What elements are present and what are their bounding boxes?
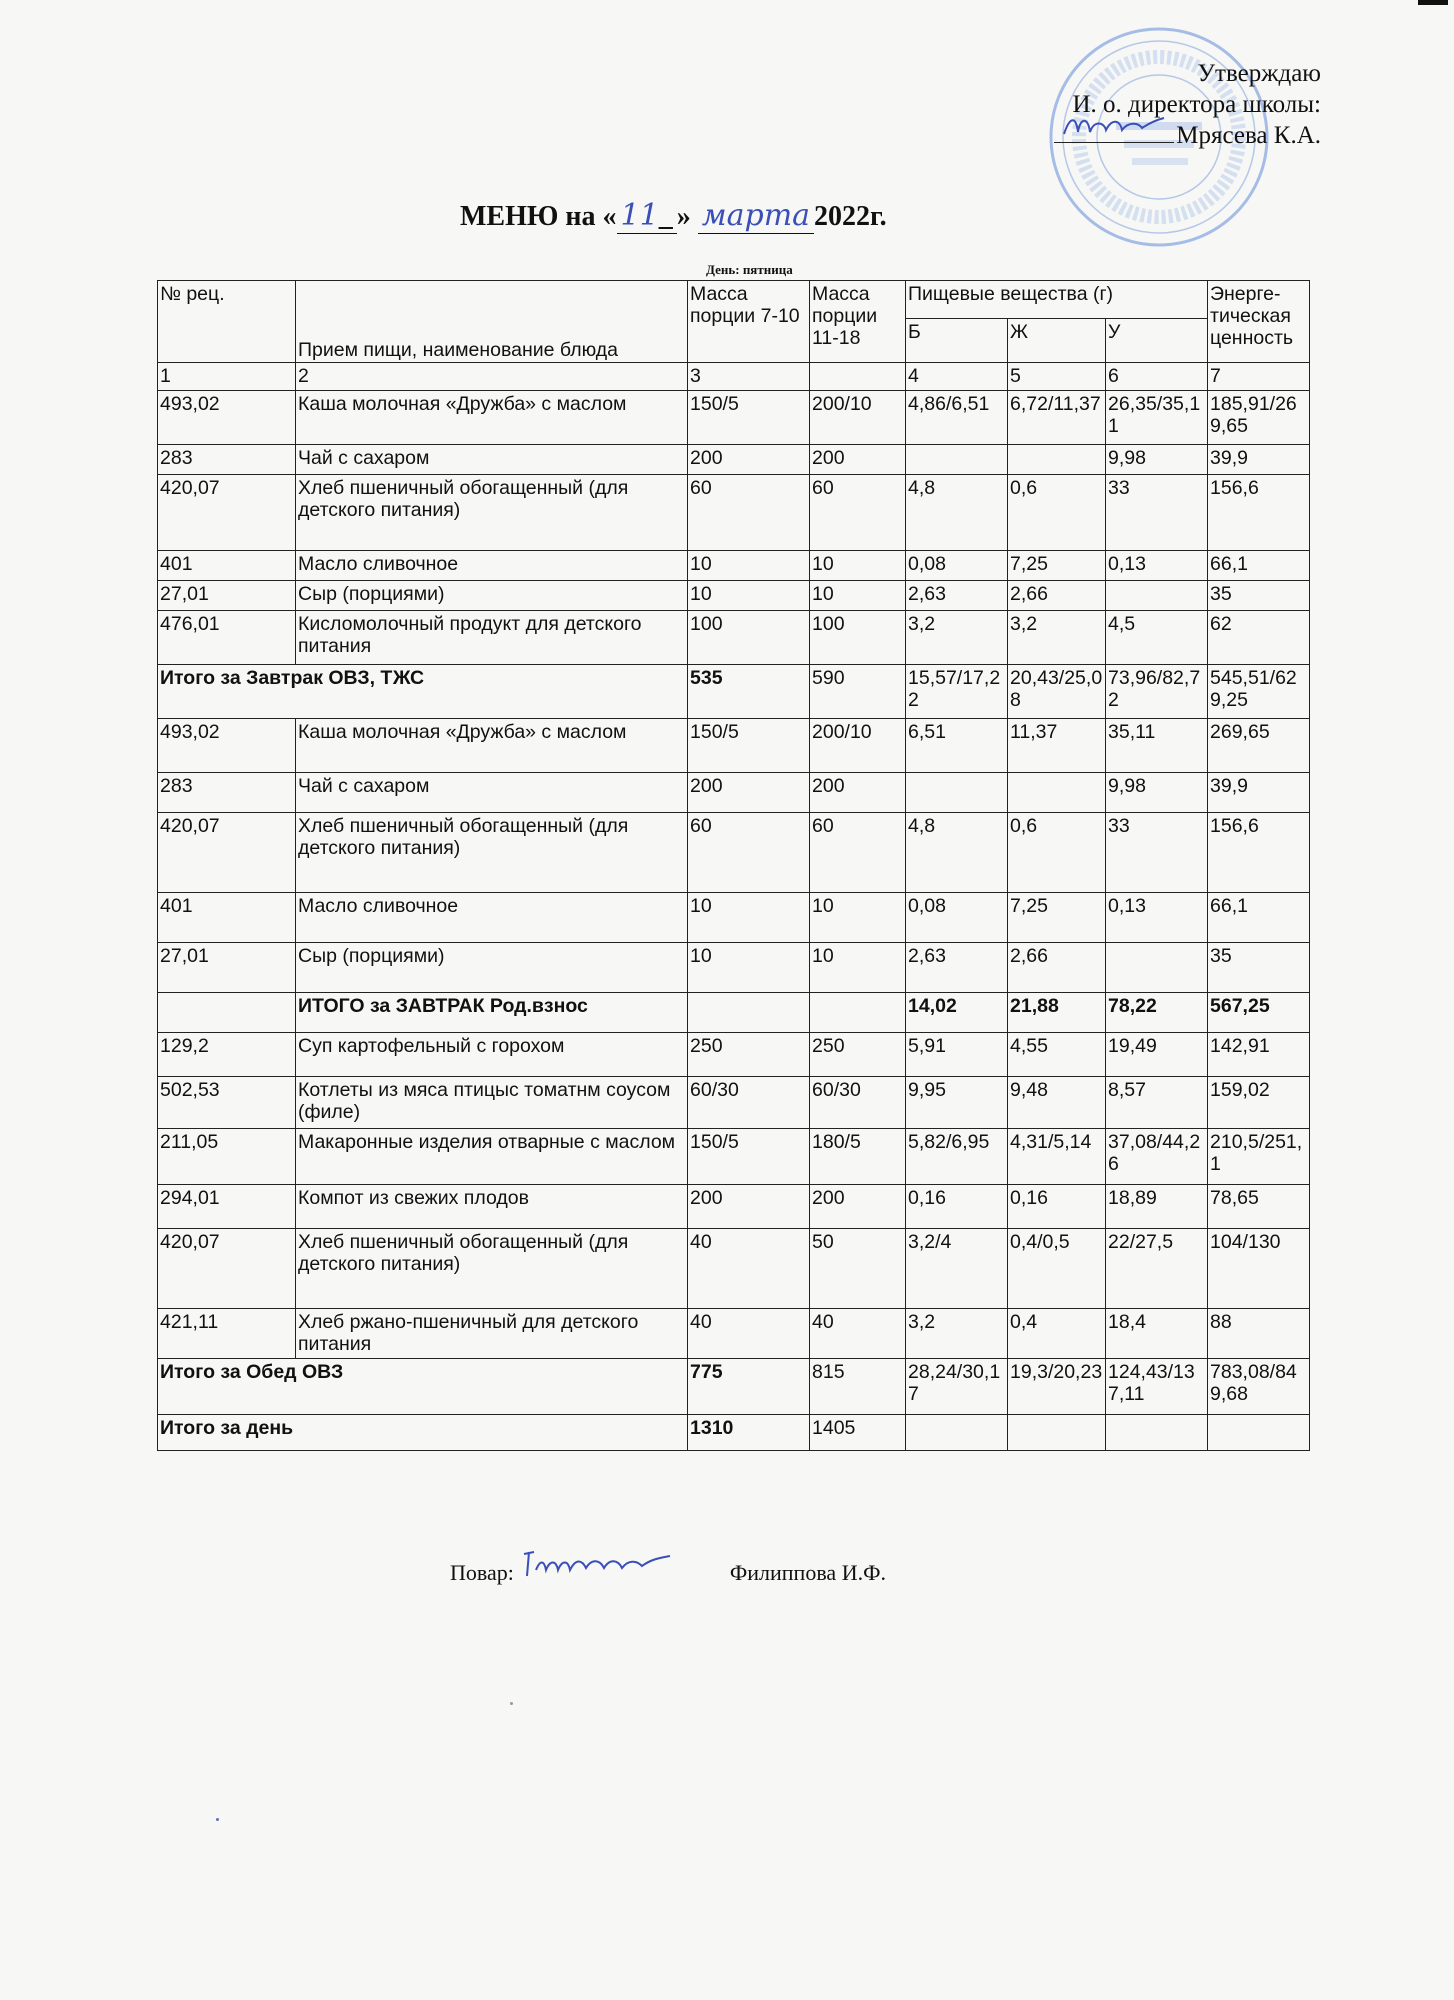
table-cell: 401 xyxy=(158,551,296,581)
table-cell: 185,91/269,65 xyxy=(1208,391,1310,445)
dish-name-cell: ИТОГО за ЗАВТРАК Род.взнос xyxy=(296,993,688,1033)
table-row xyxy=(158,719,1310,773)
table-row xyxy=(158,475,1310,551)
table-cell: 200 xyxy=(810,1185,906,1229)
header-u: У xyxy=(1106,319,1208,363)
title-day-handwritten: 11 xyxy=(620,198,659,233)
table-row xyxy=(158,581,1310,611)
table-cell: 4,55 xyxy=(1008,1033,1106,1077)
table-cell: 420,07 xyxy=(158,813,296,893)
num-cell xyxy=(810,363,906,391)
total-cell: 815 xyxy=(810,1359,906,1415)
table-cell xyxy=(810,993,906,1033)
table-row xyxy=(158,1129,1310,1185)
table-cell: 420,07 xyxy=(158,475,296,551)
table-cell: 0,6 xyxy=(1008,475,1106,551)
table-cell: 0,13 xyxy=(1106,551,1208,581)
num-cell: 3 xyxy=(688,363,810,391)
header-b: Б xyxy=(906,319,1008,363)
table-cell: 27,01 xyxy=(158,581,296,611)
table-cell: 10 xyxy=(810,551,906,581)
total-cell: 28,24/30,17 xyxy=(906,1359,1008,1415)
table-row xyxy=(158,1309,1310,1359)
table-cell: 421,11 xyxy=(158,1309,296,1359)
table-cell: 200/10 xyxy=(810,719,906,773)
table-cell: 35,11 xyxy=(1106,719,1208,773)
title-mid: » xyxy=(676,201,691,232)
table-cell: 39,9 xyxy=(1208,445,1310,475)
table-cell: 10 xyxy=(810,581,906,611)
table-row xyxy=(158,1229,1310,1309)
total-cell: 535 xyxy=(688,665,810,719)
total-cell xyxy=(1008,1415,1106,1451)
total-cell: 73,96/82,72 xyxy=(1106,665,1208,719)
table-cell: 60 xyxy=(810,813,906,893)
total-cell xyxy=(906,1415,1008,1451)
table-cell xyxy=(1106,581,1208,611)
total-label: Итого за Обед ОВЗ xyxy=(158,1359,688,1415)
table-cell: 10 xyxy=(810,943,906,993)
cook-signature-block xyxy=(450,1560,886,1586)
table-cell: 66,1 xyxy=(1208,893,1310,943)
table-cell xyxy=(688,993,810,1033)
total-row xyxy=(158,665,1310,719)
table-cell xyxy=(158,993,296,1033)
dish-name-cell: Чай с сахаром xyxy=(296,445,688,475)
table-cell: 50 xyxy=(810,1229,906,1309)
total-cell: 775 xyxy=(688,1359,810,1415)
table-cell: 35 xyxy=(1208,581,1310,611)
numbering-row xyxy=(158,363,1310,391)
table-cell: 0,4/0,5 xyxy=(1008,1229,1106,1309)
table-cell: 156,6 xyxy=(1208,475,1310,551)
table-cell: 60/30 xyxy=(688,1077,810,1129)
dish-name-cell: Хлеб пшеничный обогащенный (для детского питания) xyxy=(296,1229,688,1309)
dish-name-cell: Макаронные изделия отварные с маслом xyxy=(296,1129,688,1185)
title-month-blank xyxy=(698,198,814,234)
table-cell: 493,02 xyxy=(158,719,296,773)
cook-signature-icon xyxy=(520,1560,690,1580)
table-cell: 40 xyxy=(688,1309,810,1359)
total-cell: 1405 xyxy=(810,1415,906,1451)
table-row xyxy=(158,813,1310,893)
table-cell: 159,02 xyxy=(1208,1077,1310,1129)
header-mass2: Масса порции 11-18 xyxy=(810,281,906,363)
approval-title: Утверждаю xyxy=(1197,60,1321,87)
table-cell: 88 xyxy=(1208,1309,1310,1359)
table-row xyxy=(158,943,1310,993)
header-energy: Энерге-тическая ценность xyxy=(1208,281,1310,363)
table-cell: 250 xyxy=(810,1033,906,1077)
dish-name-cell: Котлеты из мяса птицыс томатнм соусом (филе) xyxy=(296,1077,688,1129)
header-rec: № рец. xyxy=(158,281,296,363)
table-cell: 11,37 xyxy=(1008,719,1106,773)
total-label: Итого за день xyxy=(158,1415,688,1451)
table-cell xyxy=(1106,943,1208,993)
page-title xyxy=(460,198,887,234)
table-cell: 21,88 xyxy=(1008,993,1106,1033)
table-cell: 10 xyxy=(688,943,810,993)
table-cell: 2,63 xyxy=(906,943,1008,993)
table-cell: 40 xyxy=(688,1229,810,1309)
dish-name-cell: Суп картофельный с горохом xyxy=(296,1033,688,1077)
ink-speck xyxy=(510,1702,513,1705)
table-cell: 200 xyxy=(810,445,906,475)
table-cell: 27,01 xyxy=(158,943,296,993)
table-cell: 10 xyxy=(688,581,810,611)
table-cell: 150/5 xyxy=(688,1129,810,1185)
total-cell: 783,08/849,68 xyxy=(1208,1359,1310,1415)
table-cell: 0,6 xyxy=(1008,813,1106,893)
num-cell: 2 xyxy=(296,363,688,391)
table-cell: 60 xyxy=(688,813,810,893)
table-cell: 283 xyxy=(158,445,296,475)
table-cell: 210,5/251,1 xyxy=(1208,1129,1310,1185)
table-cell: 33 xyxy=(1106,813,1208,893)
dish-name-cell: Каша молочная «Дружба» с маслом xyxy=(296,391,688,445)
table-cell: 10 xyxy=(688,551,810,581)
approval-position: И. о. директора школы: xyxy=(1072,91,1321,118)
total-cell: 124,43/137,11 xyxy=(1106,1359,1208,1415)
table-cell: 142,91 xyxy=(1208,1033,1310,1077)
dish-name-cell: Чай с сахаром xyxy=(296,773,688,813)
header-nutrients: Пищевые вещества (г) xyxy=(906,281,1208,319)
menu-table xyxy=(157,280,1310,1451)
num-cell: 5 xyxy=(1008,363,1106,391)
table-cell: 60/30 xyxy=(810,1077,906,1129)
table-cell: 5,91 xyxy=(906,1033,1008,1077)
table-cell: 100 xyxy=(810,611,906,665)
table-cell: 0,13 xyxy=(1106,893,1208,943)
num-cell: 1 xyxy=(158,363,296,391)
table-cell: 4,8 xyxy=(906,475,1008,551)
table-cell: 9,98 xyxy=(1106,773,1208,813)
table-cell: 6,72/11,37 xyxy=(1008,391,1106,445)
dish-name-cell: Хлеб ржано-пшеничный для детского питания xyxy=(296,1309,688,1359)
table-cell: 2,63 xyxy=(906,581,1008,611)
table-cell: 0,16 xyxy=(906,1185,1008,1229)
table-row xyxy=(158,993,1310,1033)
table-cell: 14,02 xyxy=(906,993,1008,1033)
table-row xyxy=(158,893,1310,943)
table-cell: 100 xyxy=(688,611,810,665)
table-cell xyxy=(906,773,1008,813)
table-cell: 10 xyxy=(810,893,906,943)
dish-name-cell: Масло сливочное xyxy=(296,551,688,581)
table-cell: 250 xyxy=(688,1033,810,1077)
table-cell: 78,22 xyxy=(1106,993,1208,1033)
table-row xyxy=(158,445,1310,475)
total-cell: 590 xyxy=(810,665,906,719)
table-cell: 200 xyxy=(688,1185,810,1229)
table-cell: 200/10 xyxy=(810,391,906,445)
dish-name-cell: Хлеб пшеничный обогащенный (для детского питания) xyxy=(296,475,688,551)
table-cell: 37,08/44,26 xyxy=(1106,1129,1208,1185)
total-label: Итого за Завтрак ОВЗ, ТЖС xyxy=(158,665,688,719)
header-dish: Прием пищи, наименование блюда xyxy=(296,281,688,363)
title-day-blank: 11_ xyxy=(617,198,677,234)
table-row xyxy=(158,1033,1310,1077)
table-cell: 60 xyxy=(810,475,906,551)
table-cell: 200 xyxy=(688,773,810,813)
dish-name-cell: Каша молочная «Дружба» с маслом xyxy=(296,719,688,773)
header-mass1: Масса порции 7-10 xyxy=(688,281,810,363)
table-cell: 7,25 xyxy=(1008,551,1106,581)
approval-block xyxy=(1054,58,1321,151)
table-cell: 2,66 xyxy=(1008,943,1106,993)
table-cell: 4,8 xyxy=(906,813,1008,893)
dish-name-cell: Компот из свежих плодов xyxy=(296,1185,688,1229)
table-row xyxy=(158,1077,1310,1129)
table-cell: 6,51 xyxy=(906,719,1008,773)
table-cell: 10 xyxy=(688,893,810,943)
table-cell: 502,53 xyxy=(158,1077,296,1129)
table-cell: 150/5 xyxy=(688,391,810,445)
title-suffix: 2022г. xyxy=(814,201,887,232)
director-signature-icon xyxy=(1054,120,1174,143)
total-cell xyxy=(1106,1415,1208,1451)
table-cell xyxy=(1008,773,1106,813)
table-cell: 0,16 xyxy=(1008,1185,1106,1229)
table-cell: 8,57 xyxy=(1106,1077,1208,1129)
table-cell: 40 xyxy=(810,1309,906,1359)
total-row xyxy=(158,1359,1310,1415)
cook-name: Филиппова И.Ф. xyxy=(729,1560,886,1585)
dish-name-cell: Хлеб пшеничный обогащенный (для детского питания) xyxy=(296,813,688,893)
total-row xyxy=(158,1415,1310,1451)
table-row xyxy=(158,391,1310,445)
total-cell: 20,43/25,08 xyxy=(1008,665,1106,719)
approval-signature-line xyxy=(1054,120,1321,151)
table-cell: 3,2 xyxy=(906,1309,1008,1359)
table-cell: 2,66 xyxy=(1008,581,1106,611)
director-name: Мрясева К.А. xyxy=(1176,122,1321,149)
table-cell: 18,89 xyxy=(1106,1185,1208,1229)
table-cell: 294,01 xyxy=(158,1185,296,1229)
table-cell: 3,2/4 xyxy=(906,1229,1008,1309)
table-cell: 7,25 xyxy=(1008,893,1106,943)
table-cell: 35 xyxy=(1208,943,1310,993)
dish-name-cell: Сыр (порциями) xyxy=(296,943,688,993)
table-cell: 0,08 xyxy=(906,551,1008,581)
table-cell: 200 xyxy=(688,445,810,475)
table-cell: 9,98 xyxy=(1106,445,1208,475)
dish-name-cell: Сыр (порциями) xyxy=(296,581,688,611)
total-cell: 15,57/17,22 xyxy=(906,665,1008,719)
table-cell: 401 xyxy=(158,893,296,943)
scan-corner-mark xyxy=(1418,0,1448,5)
table-cell: 150/5 xyxy=(688,719,810,773)
table-cell: 3,2 xyxy=(1008,611,1106,665)
table-cell: 5,82/6,95 xyxy=(906,1129,1008,1185)
title-prefix: МЕНЮ на « xyxy=(460,201,617,232)
total-cell xyxy=(1208,1415,1310,1451)
ink-speck xyxy=(216,1818,219,1821)
num-cell: 4 xyxy=(906,363,1008,391)
table-cell: 104/130 xyxy=(1208,1229,1310,1309)
num-cell: 7 xyxy=(1208,363,1310,391)
dish-name-cell: Масло сливочное xyxy=(296,893,688,943)
table-cell: 0,4 xyxy=(1008,1309,1106,1359)
table-cell: 4,86/6,51 xyxy=(906,391,1008,445)
table-cell: 493,02 xyxy=(158,391,296,445)
total-cell: 545,51/629,25 xyxy=(1208,665,1310,719)
table-cell: 78,65 xyxy=(1208,1185,1310,1229)
table-cell: 62 xyxy=(1208,611,1310,665)
total-cell: 19,3/20,23 xyxy=(1008,1359,1106,1415)
table-cell: 26,35/35,11 xyxy=(1106,391,1208,445)
table-cell: 4,31/5,14 xyxy=(1008,1129,1106,1185)
num-cell: 6 xyxy=(1106,363,1208,391)
table-row xyxy=(158,611,1310,665)
table-cell: 180/5 xyxy=(810,1129,906,1185)
table-header-row xyxy=(158,281,1310,319)
table-cell: 476,01 xyxy=(158,611,296,665)
dish-name-cell: Кисломолочный продукт для детского питания xyxy=(296,611,688,665)
table-cell: 22/27,5 xyxy=(1106,1229,1208,1309)
table-cell: 60 xyxy=(688,475,810,551)
table-cell: 283 xyxy=(158,773,296,813)
table-row xyxy=(158,1185,1310,1229)
day-label: День: пятница xyxy=(706,262,793,277)
table-row xyxy=(158,551,1310,581)
table-cell: 420,07 xyxy=(158,1229,296,1309)
table-cell xyxy=(906,445,1008,475)
title-month-handwritten: марта xyxy=(701,198,811,233)
table-cell: 211,05 xyxy=(158,1129,296,1185)
table-cell: 33 xyxy=(1106,475,1208,551)
table-cell: 200 xyxy=(810,773,906,813)
table-cell xyxy=(1008,445,1106,475)
table-cell: 18,4 xyxy=(1106,1309,1208,1359)
table-cell: 66,1 xyxy=(1208,551,1310,581)
cook-label: Повар: xyxy=(450,1560,514,1585)
table-cell: 0,08 xyxy=(906,893,1008,943)
header-zh: Ж xyxy=(1008,319,1106,363)
table-cell: 269,65 xyxy=(1208,719,1310,773)
table-cell: 567,25 xyxy=(1208,993,1310,1033)
total-cell: 1310 xyxy=(688,1415,810,1451)
table-cell: 129,2 xyxy=(158,1033,296,1077)
table-cell: 156,6 xyxy=(1208,813,1310,893)
table-cell: 39,9 xyxy=(1208,773,1310,813)
table-cell: 19,49 xyxy=(1106,1033,1208,1077)
table-cell: 4,5 xyxy=(1106,611,1208,665)
table-row xyxy=(158,773,1310,813)
table-cell: 9,95 xyxy=(906,1077,1008,1129)
table-cell: 9,48 xyxy=(1008,1077,1106,1129)
table-cell: 3,2 xyxy=(906,611,1008,665)
